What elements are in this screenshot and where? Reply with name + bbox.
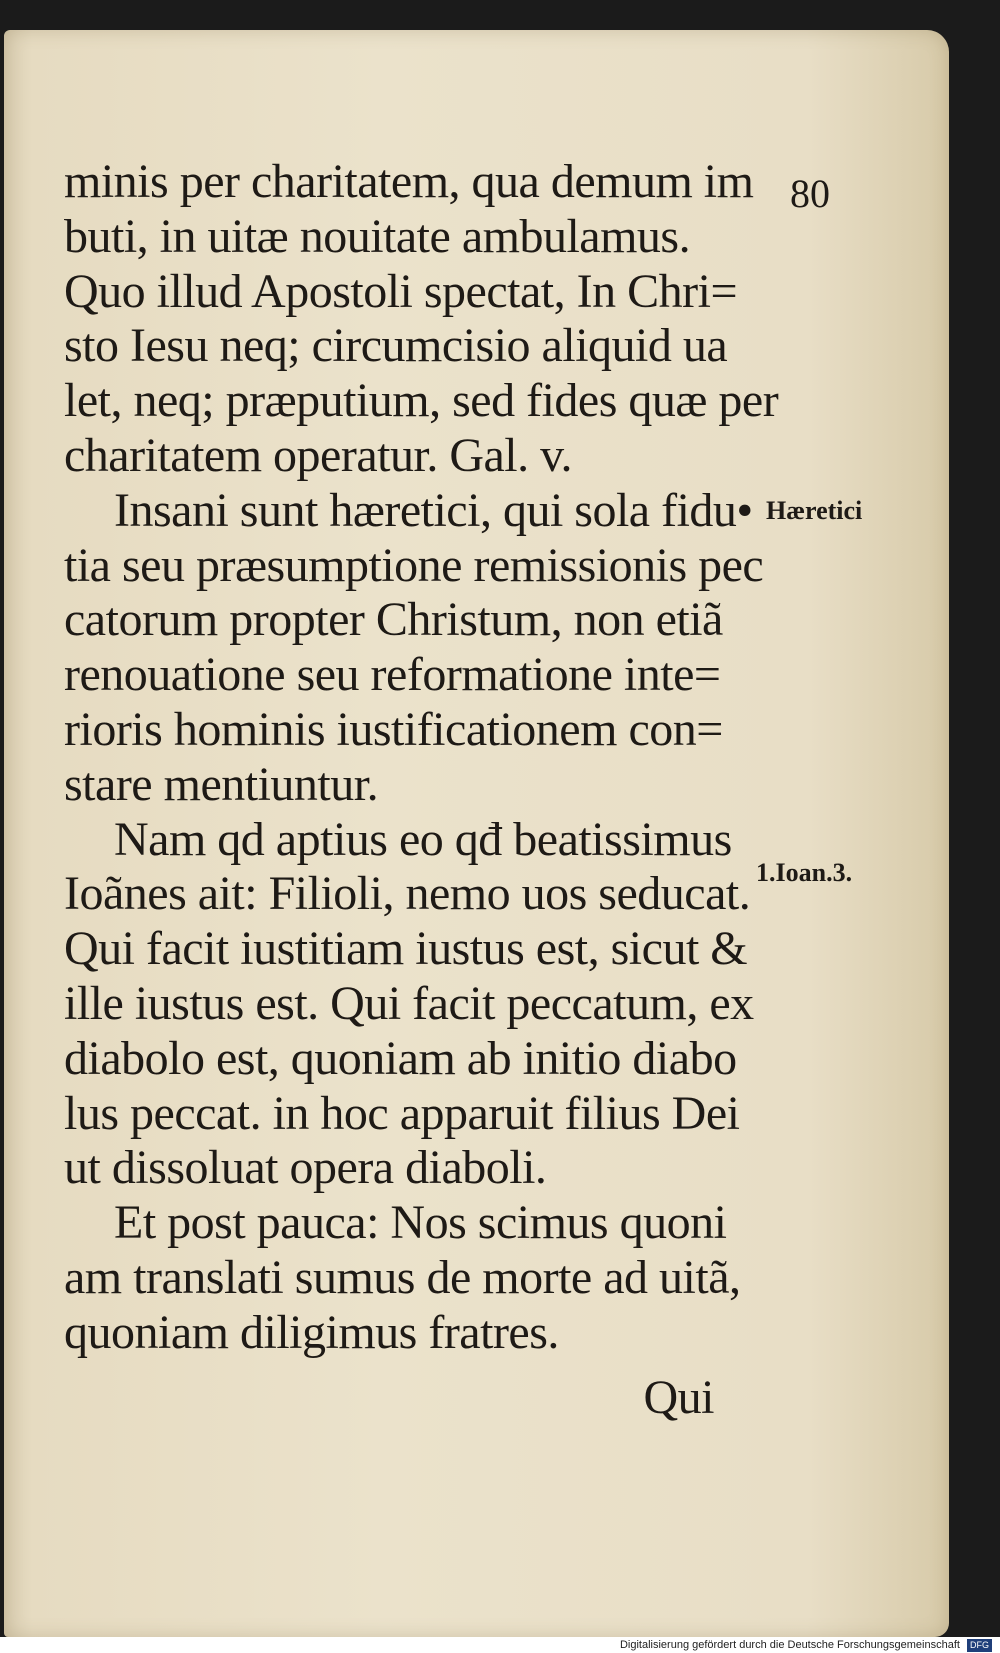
folio-number: 80 bbox=[790, 171, 830, 216]
text-line: tia seu præsumptione remissionis pec bbox=[64, 538, 764, 592]
text-line: am translati sumus de morte ad uitã, bbox=[64, 1250, 741, 1304]
text-line: Ioãnes ait: Filioli, nemo uos seducat. bbox=[64, 867, 751, 921]
digitization-credit bbox=[0, 1637, 1000, 1653]
credit-text: Digitalisierung gefördert durch die Deutsche Forschungsgemeinschaft bbox=[619, 1639, 960, 1651]
text-line: let, neq; præputium, sed fides quæ per bbox=[64, 374, 779, 428]
paragraph-start-line: Nam qd aptius eo qđ beatissimus bbox=[114, 812, 732, 866]
text-line: diabolo est, quoniam ab initio diabo bbox=[64, 1031, 737, 1085]
text-line: charitatem operatur. Gal. v. bbox=[64, 428, 572, 482]
paragraph-start-line: Et post pauca: Nos scimus quoni bbox=[114, 1196, 727, 1250]
dfg-logo: DFG bbox=[967, 1639, 992, 1652]
text-line: Quo illud Apostoli spectat, In Chri= bbox=[64, 264, 738, 318]
margin-note-haeretici: Hæretici bbox=[766, 496, 863, 525]
text-line: catorum propter Christum, non etiã bbox=[64, 593, 723, 647]
text-line: ille iustus est. Qui facit peccatum, ex bbox=[64, 976, 754, 1030]
text-line: stare mentiuntur. bbox=[64, 757, 379, 811]
text-line: sto Iesu neq; circumcisio aliquid ua bbox=[64, 319, 728, 373]
text-line: lus peccat. in hoc apparuit filius Dei bbox=[64, 1086, 740, 1140]
text-line: buti, in uitæ nouitate ambulamus. bbox=[64, 209, 691, 263]
text-line: ut dissoluat opera diaboli. bbox=[64, 1141, 547, 1195]
text-line: renouatione seu reformatione inte= bbox=[64, 648, 721, 702]
book-page bbox=[4, 30, 949, 1637]
paragraph-start-line: Insani sunt hæretici, qui sola fidu• bbox=[114, 483, 753, 537]
margin-note-ioan: 1.Ioan.3. bbox=[756, 858, 853, 887]
catchword: Qui bbox=[643, 1370, 714, 1424]
text-line: quoniam diligimus fratres. bbox=[64, 1305, 559, 1359]
text-line: Qui facit iustitiam iustus est, sicut & bbox=[64, 922, 748, 976]
body-text bbox=[64, 155, 779, 1425]
text-line: rioris hominis iustificationem con= bbox=[64, 702, 723, 756]
text-line: minis per charitatem, qua demum im bbox=[64, 155, 754, 208]
